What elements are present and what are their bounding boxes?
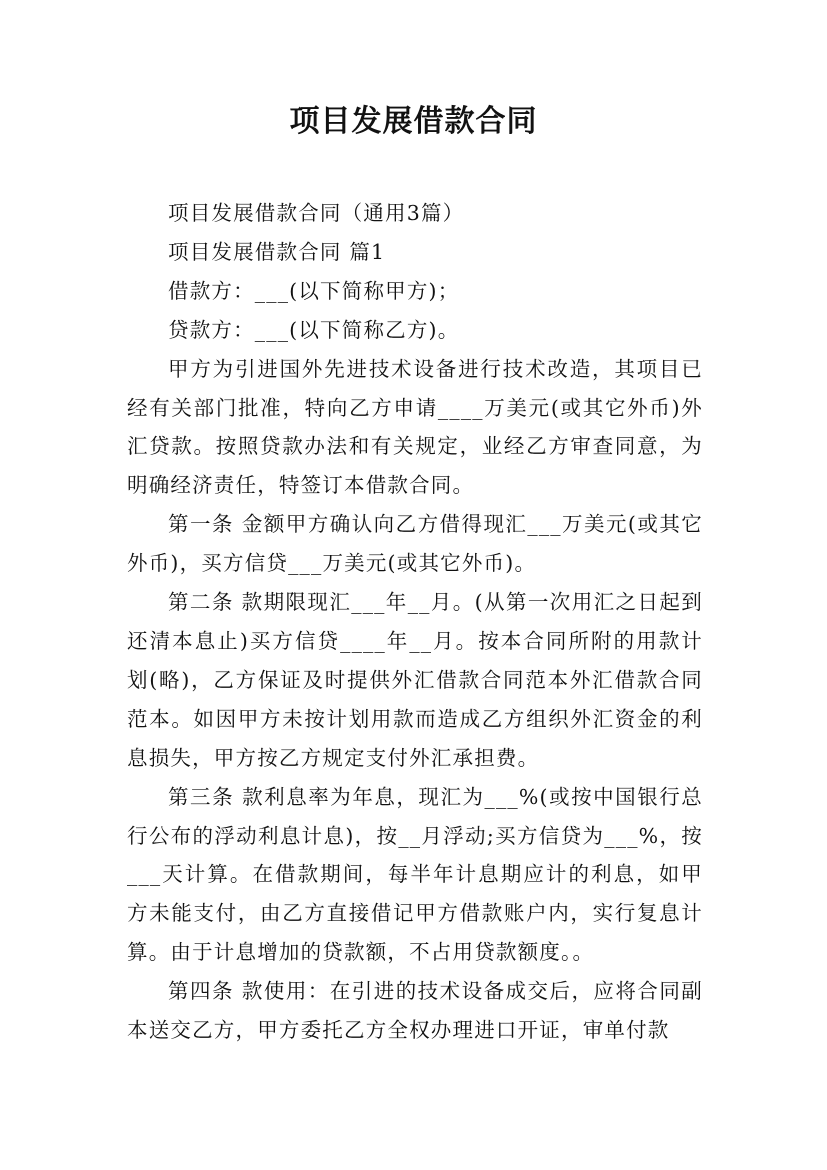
paragraph-lender: 贷款方：___(以下简称乙方)。 xyxy=(168,317,460,342)
paragraph-article-3: 第三条 款利息率为年息，现汇为___%(或按中国银行总行公布的浮动利息计息)，按__月浮动;买方信贷为___%，按___天计算。在借款期间，每半年计息期应计的利息，如甲方未能支付，由乙方直接借记甲方借款账户内，实行复息计算。由于计息增加的贷款额，不占用贷款额度。。 xyxy=(127,784,703,965)
paragraph-preamble: 甲方为引进国外先进技术设备进行技术改造，其项目已经有关部门批准，特向乙方申请____万美元(或其它外币)外汇贷款。按照贷款办法和有关规定，业经乙方审查同意，为明确经济责任，特签订本借款合同。 xyxy=(127,356,703,498)
document-title: 项目发展借款合同 xyxy=(289,104,538,139)
paragraph-section-heading: 项目发展借款合同 篇1 xyxy=(168,239,386,264)
paragraph-subtitle: 项目发展借款合同（通用3篇） xyxy=(168,201,465,225)
document-body xyxy=(127,194,703,1050)
paragraph-article-1: 第一条 金额甲方确认向乙方借得现汇___万美元(或其它外币)，买方信贷___万美元(或其它外币)。 xyxy=(127,512,703,576)
paragraph-article-2: 第二条 款期限现汇___年__月。(从第一次用汇之日起到还清本息止)买方信贷____年__月。按本合同所附的用款计划(略)，乙方保证及时提供外汇借款合同范本外汇借款合同范本。如因甲方未按计划用款而造成乙方组织外汇资金的利息损失，甲方按乙方规定支付外汇承担费。 xyxy=(127,590,703,770)
paragraph-article-4: 第四条 款使用：在引进的技术设备成交后，应将合同副本送交乙方，甲方委托乙方全权办理进口开证，审单付款 xyxy=(127,979,703,1043)
paragraph-borrower: 借款方：___(以下简称甲方)； xyxy=(168,278,460,303)
